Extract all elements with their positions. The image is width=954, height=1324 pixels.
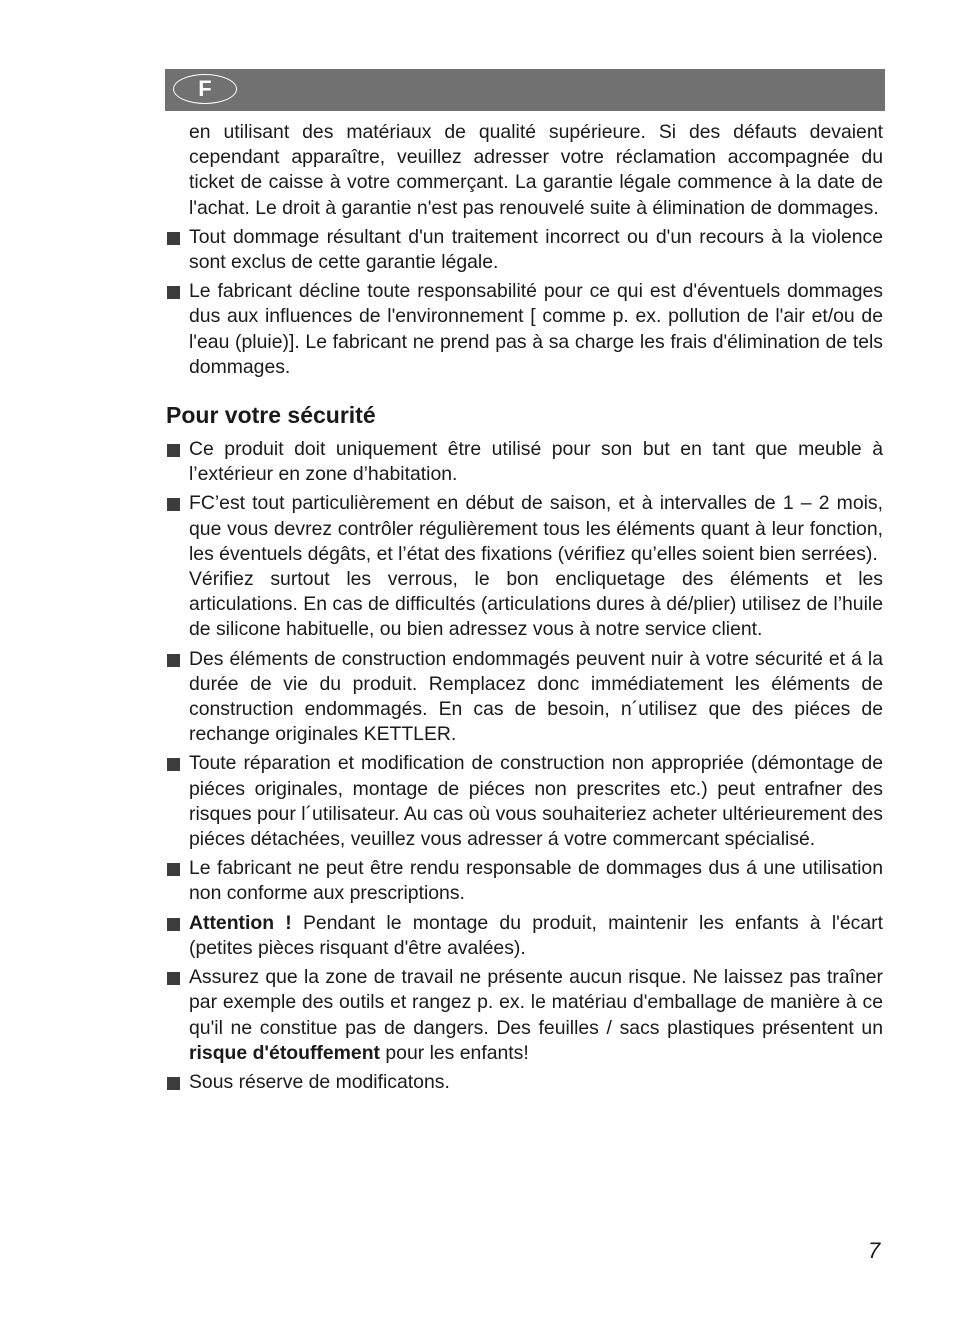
list-item-text: Tout dommage résultant d'un traitement incorrect ou d'un recours à la violence sont exclus de cette garantie légale. xyxy=(189,225,883,274)
square-bullet-icon xyxy=(167,758,180,771)
square-bullet-icon xyxy=(167,444,180,457)
list-item-text: Le fabricant décline toute responsabilité pour ce qui est d'éventuels dommages dus aux influences de l'environnement [ comme p. ex. pollution de l'air et/ou de l'eau (pluie)]. Le fabricant ne prend pas à sa charge les frais d'élimination de tels dommages. xyxy=(189,280,883,378)
list-item xyxy=(166,751,883,852)
list-item-text: Assurez que la zone de travail ne présente aucun risque. Ne laissez pas traîner par exemple des outils et rangez p. ex. le matériau d'emballage de manière à ce qu'il ne constitue pas de dangers. Des feuilles / sacs plastiques présentent un xyxy=(189,966,883,1039)
square-bullet-icon xyxy=(167,918,180,931)
list-item xyxy=(166,225,883,275)
list-item xyxy=(166,647,883,748)
list-item-text: Ce produit doit uniquement être utilisé pour son but en tant que meuble à l’extérieur en zone d’habitation. xyxy=(189,438,883,486)
language-header-bar xyxy=(165,69,885,111)
list-item-text: FC’est tout particulièrement en début de saison, et à intervalles de 1 – 2 mois, que vous devrez contrôler régulièrement tous les éléments quant à leur fonction, les éventuels dégâts, et l’état des fixations (vérifiez qu’elles soient bien serrées). xyxy=(189,492,883,565)
list-item xyxy=(166,911,883,961)
list-item-text: Toute réparation et modification de construction non appropriée (démontage de piéces originales, montage de piéces non prescrites etc.) peut entrafner des risques pour l´utilisateur. Au cas où vous souhaiteriez acheter ultérieurement des piéces détachées, veuillez vous adresser á votre commercant spécialisé. xyxy=(189,752,883,851)
page-number: 7 xyxy=(868,1238,881,1263)
intro-paragraph: en utilisant des matériaux de qualité supérieure. Si des défauts devaient cependant apparaître, veuillez adresser votre réclamation accompagnée du ticket de caisse à votre commerçant. La garantie légale commence à la date de l'achat. Le droit à garantie n'est pas renouvelé suite à élimination de dommages. xyxy=(189,121,883,219)
list-item-text: Le fabricant ne peut être rendu responsable de dommages dus á une utilisation non conforme aux prescriptions. xyxy=(189,857,883,905)
attention-label: Attention ! xyxy=(189,911,292,934)
list-item-continuation: Vérifiez surtout les verrous, le bon encliquetage des éléments et les articulations. En cas de difficultés (articulations dures à dé/plier) utilisez de l’huile de silicone habituelle, ou bien adressez vous à notre service client. xyxy=(189,568,883,641)
square-bullet-icon xyxy=(167,286,180,299)
square-bullet-icon xyxy=(167,1077,180,1090)
square-bullet-icon xyxy=(167,498,180,511)
list-item xyxy=(166,1070,883,1095)
language-badge: F xyxy=(173,74,237,104)
square-bullet-icon xyxy=(167,232,180,245)
list-item xyxy=(166,965,883,1066)
square-bullet-icon xyxy=(167,863,180,876)
section-heading: Pour votre sécurité xyxy=(166,402,376,429)
list-item-text: Pendant le montage du produit, maintenir les enfants à l'écart (petites pièces risquant d'être avalées). xyxy=(189,911,883,959)
list-item xyxy=(166,856,883,906)
list-item xyxy=(166,491,883,642)
suffocation-warning: risque d'étouffement xyxy=(189,1041,380,1064)
square-bullet-icon xyxy=(167,972,180,985)
list-item xyxy=(166,437,883,487)
page-content xyxy=(166,120,883,1099)
list-item xyxy=(166,279,883,380)
list-item-text: Des éléments de construction endommagés peuvent nuir à votre sécurité et á la durée de vie du produit. Remplacez donc immédiatement les éléments de construction endommagés. En cas de besoin, n´utilisez que des piéces de rechange originales KETTLER. xyxy=(189,647,883,746)
list-item-text-end: pour les enfants! xyxy=(380,1041,529,1064)
square-bullet-icon xyxy=(167,654,180,667)
list-item-text: Sous réserve de modificatons. xyxy=(189,1070,450,1093)
